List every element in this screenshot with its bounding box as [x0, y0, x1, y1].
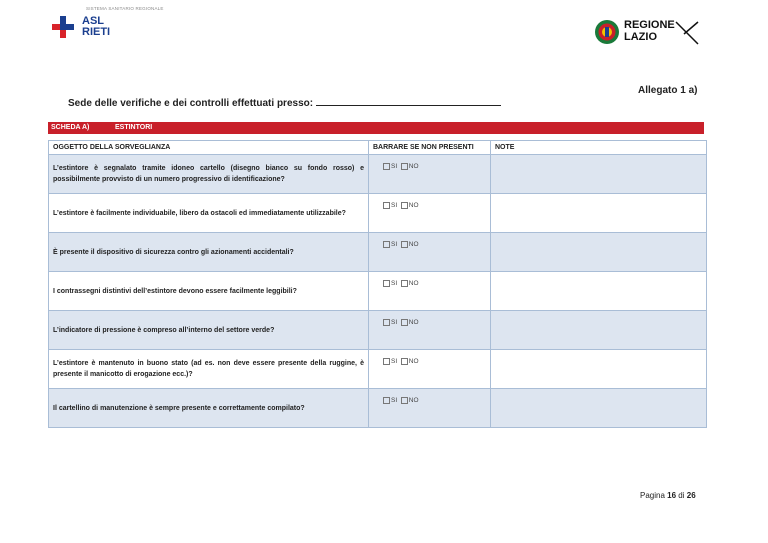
si-checkbox[interactable]: [383, 397, 390, 404]
row-question: L’estintore è segnalato tramite idoneo cartello (disegno bianco su fondo rosso) e possibilmente provvisto di un numero progressivo di identificazione?: [49, 155, 369, 194]
sede-label: Sede delle verifiche e dei controlli effettuati presso:: [68, 98, 314, 109]
checklist-table: [48, 140, 707, 428]
asl-line2: RIETI: [82, 26, 111, 38]
sede-input-line[interactable]: [316, 96, 501, 106]
no-checkbox[interactable]: [401, 202, 408, 209]
no-label: NO: [408, 397, 419, 405]
no-checkbox[interactable]: [401, 163, 408, 170]
asl-name: [82, 16, 110, 38]
si-no-cell: [369, 389, 491, 428]
row-question: L’indicatore di pressione è compreso all’interno del settore verde?: [49, 311, 369, 350]
si-no-cell: [369, 233, 491, 272]
di-label: di: [678, 491, 685, 500]
header-barrare: BARRARE SE NON PRESENTI: [369, 141, 491, 155]
si-checkbox[interactable]: [383, 319, 390, 326]
no-label: NO: [408, 358, 419, 366]
table-row: [49, 389, 707, 428]
scheda-title: ESTINTORI: [115, 124, 153, 131]
asl-subtitle: SISTEMA SANITARIO REGIONALE: [86, 6, 164, 11]
no-label: NO: [408, 202, 419, 210]
table-row: [49, 272, 707, 311]
si-no-cell: [369, 155, 491, 194]
note-cell[interactable]: [491, 389, 707, 428]
si-label: SI: [391, 163, 398, 171]
si-label: SI: [391, 397, 398, 405]
asl-rieti-logo: [52, 6, 172, 46]
no-label: NO: [408, 163, 419, 171]
scheda-bar: [48, 122, 704, 134]
si-checkbox[interactable]: [383, 163, 390, 170]
si-label: SI: [391, 202, 398, 210]
header-oggetto: OGGETTO DELLA SORVEGLIANZA: [49, 141, 369, 155]
asl-cross-icon: [52, 16, 74, 38]
row-question: I contrassegni distintivi dell’estintore devono essere facilmente leggibili?: [49, 272, 369, 311]
si-checkbox[interactable]: [383, 280, 390, 287]
table-row: [49, 194, 707, 233]
header-note: NOTE: [491, 141, 707, 155]
si-label: SI: [391, 319, 398, 327]
pagina-label: Pagina: [640, 491, 665, 500]
regione-lazio-emblem-icon: [594, 18, 620, 46]
no-checkbox[interactable]: [401, 358, 408, 365]
si-no-cell: [369, 311, 491, 350]
table-row: [49, 155, 707, 194]
sede-line: [68, 96, 501, 109]
lazio-x-mark-icon: [674, 20, 700, 46]
no-label: NO: [408, 241, 419, 249]
no-label: NO: [408, 319, 419, 327]
table-row: [49, 350, 707, 389]
si-no-cell: [369, 194, 491, 233]
si-label: SI: [391, 241, 398, 249]
current-page: 16: [667, 491, 677, 500]
si-checkbox[interactable]: [383, 241, 390, 248]
regione-lazio-logo: [594, 18, 704, 48]
si-no-cell: [369, 350, 491, 389]
si-checkbox[interactable]: [383, 358, 390, 365]
table-header-row: [49, 141, 707, 155]
no-checkbox[interactable]: [401, 397, 408, 404]
si-label: SI: [391, 280, 398, 288]
note-cell[interactable]: [491, 350, 707, 389]
lazio-line2: LAZIO: [624, 31, 657, 43]
si-checkbox[interactable]: [383, 202, 390, 209]
allegato-label: Allegato 1 a): [638, 85, 698, 96]
asl-line1: ASL: [82, 15, 104, 27]
regione-lazio-name: [624, 19, 675, 43]
no-checkbox[interactable]: [401, 319, 408, 326]
si-label: SI: [391, 358, 398, 366]
note-cell[interactable]: [491, 311, 707, 350]
lazio-line1: REGIONE: [624, 19, 675, 31]
total-pages: 26: [686, 491, 696, 500]
page-number: [640, 491, 696, 500]
no-label: NO: [408, 280, 419, 288]
table-row: [49, 233, 707, 272]
table-row: [49, 311, 707, 350]
scheda-code: SCHEDA A): [51, 124, 90, 131]
note-cell[interactable]: [491, 155, 707, 194]
note-cell[interactable]: [491, 233, 707, 272]
row-question: L’estintore è mantenuto in buono stato (ad es. non deve essere presente della ruggine, è presente il manicotto di erogazione ecc.)?: [49, 350, 369, 389]
note-cell[interactable]: [491, 272, 707, 311]
row-question: Il cartellino di manutenzione è sempre presente e correttamente compilato?: [49, 389, 369, 428]
no-checkbox[interactable]: [401, 280, 408, 287]
no-checkbox[interactable]: [401, 241, 408, 248]
row-question: L’estintore è facilmente individuabile, libero da ostacoli ed immediatamente utilizzabile?: [49, 194, 369, 233]
row-question: È presente il dispositivo di sicurezza contro gli azionamenti accidentali?: [49, 233, 369, 272]
note-cell[interactable]: [491, 194, 707, 233]
si-no-cell: [369, 272, 491, 311]
